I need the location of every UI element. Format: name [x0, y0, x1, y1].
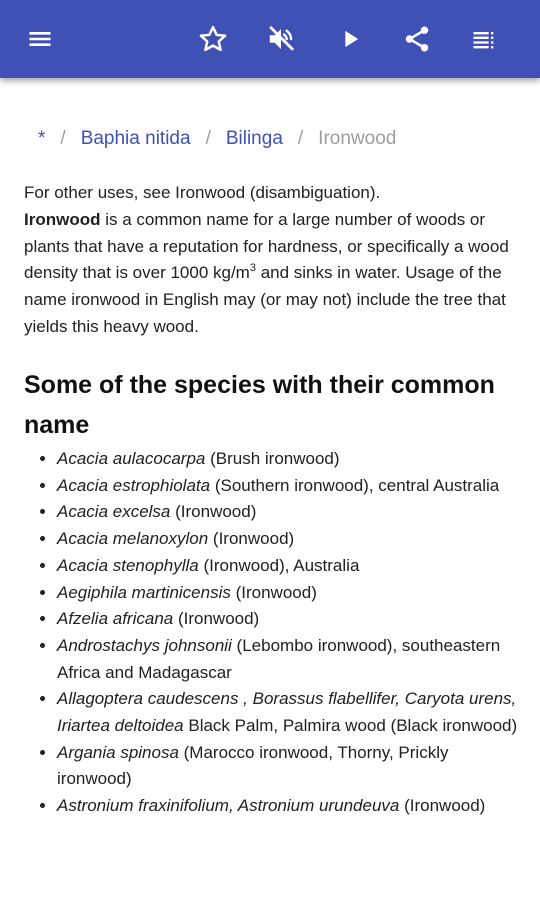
- species-common-name: (Ironwood): [170, 502, 257, 522]
- play-button[interactable]: [330, 19, 370, 59]
- breadcrumb-separator: /: [297, 128, 304, 149]
- volume-off-icon: [266, 24, 296, 54]
- species-scientific-name[interactable]: Astronium fraxinifolium, Astronium urundeuva: [57, 796, 400, 816]
- share-icon: [402, 24, 432, 54]
- species-common-name: (Marocco ironwood, Thorny, Prickly ironwood): [57, 742, 449, 789]
- breadcrumb-item-baphia-nitida[interactable]: Baphia nitida: [80, 128, 191, 149]
- mute-button[interactable]: [261, 19, 301, 59]
- list-item: [57, 499, 524, 526]
- species-scientific-name[interactable]: Androstachys johnsonii: [57, 635, 232, 655]
- toc-list-icon: [470, 25, 498, 53]
- list-item: [57, 633, 524, 686]
- list-item: [57, 526, 524, 553]
- list-item: [57, 606, 524, 633]
- breadcrumb-separator: /: [205, 128, 211, 149]
- menu-button[interactable]: [20, 19, 60, 59]
- breadcrumb: [38, 128, 396, 150]
- species-common-name: (Ironwood): [173, 609, 260, 629]
- star-outline-icon: [198, 24, 228, 54]
- play-icon: [336, 25, 364, 53]
- lead-paragraph: [24, 207, 524, 341]
- species-list: [24, 446, 524, 820]
- species-common-name: (Lebombo ironwood), southeastern Africa and Madagascar: [57, 635, 501, 682]
- species-common-name: (Southern ironwood), central Australia: [210, 475, 500, 495]
- article-intro: [24, 180, 524, 341]
- lead-superscript: 3: [249, 261, 256, 274]
- list-item: [57, 580, 524, 607]
- lead-text: is a common name for a large number of woods or plants that have a reputation for hardness, or specifically a wood density that is over 1000 kg/m: [24, 209, 509, 283]
- breadcrumb-item-bilinga[interactable]: Bilinga: [225, 128, 283, 149]
- species-common-name: (Ironwood): [399, 796, 486, 816]
- lead-term: Ironwood: [24, 209, 101, 229]
- hatnote[interactable]: For other uses, see Ironwood (disambiguation).: [24, 183, 381, 202]
- species-scientific-name[interactable]: Acacia aulacocarpa: [57, 449, 206, 468]
- list-item: [57, 473, 524, 500]
- list-item: [57, 553, 524, 580]
- list-item: [57, 793, 524, 820]
- app-toolbar: [0, 0, 540, 78]
- species-scientific-name[interactable]: Afzelia africana: [57, 609, 174, 629]
- species-common-name: (Brush ironwood): [205, 449, 340, 468]
- species-scientific-name[interactable]: Aegiphila martinicensis: [57, 582, 231, 602]
- species-scientific-name[interactable]: Acacia excelsa: [57, 502, 171, 522]
- species-common-name: (Ironwood): [230, 582, 317, 602]
- breadcrumb-separator: /: [60, 128, 66, 149]
- species-common-name: (Ironwood), Australia: [198, 555, 360, 575]
- section-title: Some of the species with their common name: [24, 371, 495, 439]
- menu-icon: [26, 25, 54, 53]
- breadcrumb-current: Ironwood: [318, 128, 397, 149]
- species-scientific-name[interactable]: Allagoptera caudescens , Borassus flabellifer, Caryota urens, Iriartea deltoidea: [57, 689, 517, 736]
- species-scientific-name[interactable]: Acacia estrophiolata: [57, 475, 211, 495]
- share-button[interactable]: [397, 19, 437, 59]
- lead-text-continued: and sinks in water. Usage of the name ironwood in English may (or may not) include the tree that yields this heavy wood.: [24, 263, 506, 336]
- species-scientific-name[interactable]: Acacia stenophylla: [57, 555, 199, 575]
- favorite-button[interactable]: [193, 19, 233, 59]
- list-item: [57, 686, 524, 739]
- list-item: [57, 740, 524, 793]
- species-common-name: (Ironwood): [208, 529, 295, 549]
- species-scientific-name[interactable]: Acacia melanoxylon: [57, 529, 209, 549]
- breadcrumb-home[interactable]: *: [38, 128, 46, 149]
- contents-button[interactable]: [464, 19, 504, 59]
- species-common-name: Black Palm, Palmira wood (Black ironwood): [183, 716, 518, 736]
- list-item: [57, 446, 524, 473]
- species-scientific-name[interactable]: Argania spinosa: [57, 742, 179, 762]
